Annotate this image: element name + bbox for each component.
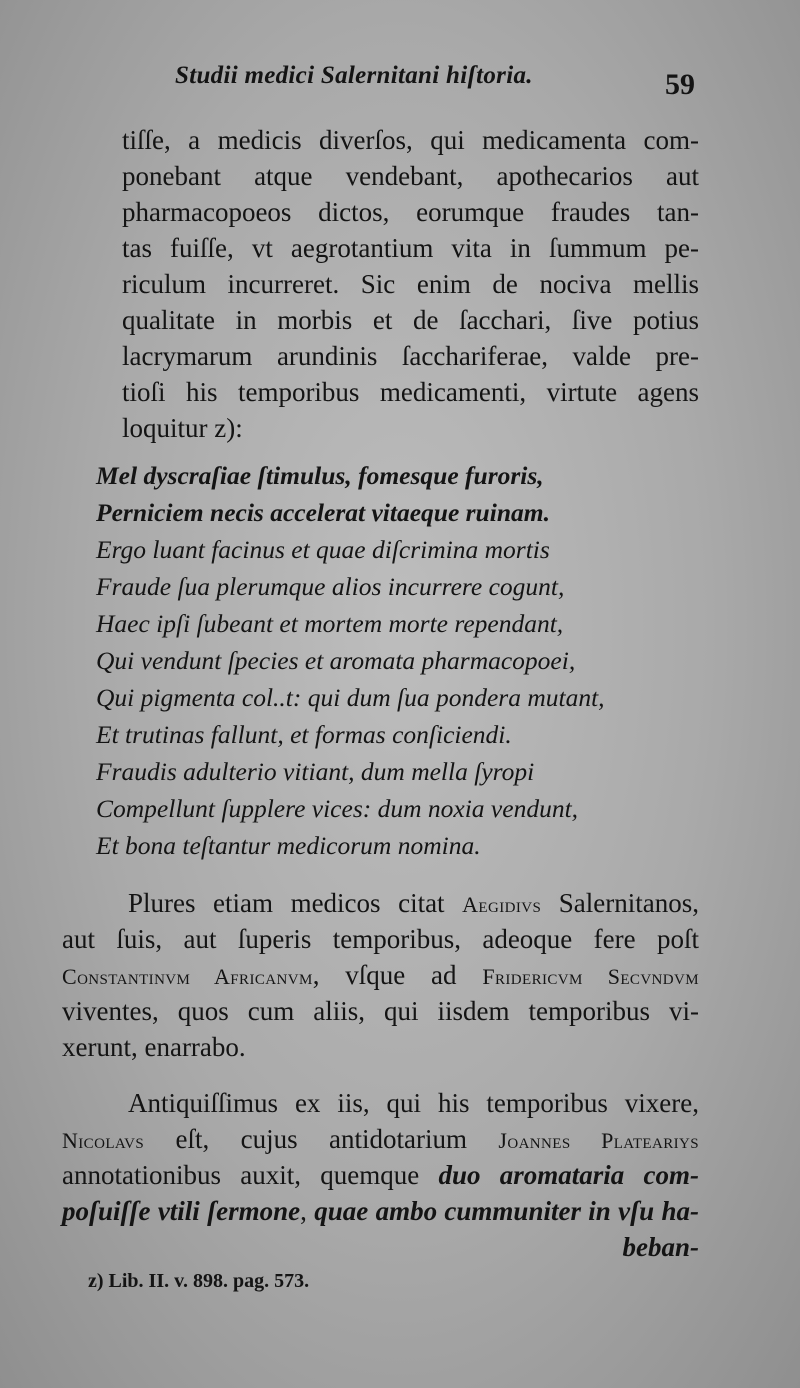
para3-line-3: annotationibus auxit, quemque duo aromataria com- [62, 1160, 699, 1190]
verse-line-10: Compellunt ſupplere vices: dum noxia vendunt, [96, 794, 579, 823]
catchword: beban- [622, 1232, 699, 1262]
verse-line-11: Et bona teſtantur medicorum nomina. [96, 831, 481, 860]
para2-line-5: xerunt, enarrabo. [62, 1032, 246, 1062]
verse-line-5: Haec ipſi ſubeant et mortem morte rependant, [96, 609, 564, 638]
para2-line-2: aut ſuis, aut ſuperis temporibus, adeoque fere poſt [62, 924, 699, 954]
para1-line-3: pharmacopoeos dictos, eorumque fraudes tan- [122, 197, 699, 227]
verse-line-3: Ergo luant facinus et quae diſcrimina mortis [96, 535, 550, 564]
para1-line-9: loquitur z): [122, 413, 243, 443]
para3-line-2: Nicolavs eſt, cujus antidotarium Joannes Plateariys [62, 1124, 699, 1154]
para1-line-7: lacrymarum arundinis ſacchariferae, valde pre- [122, 341, 699, 371]
verse-line-1: Mel dyscraſiae ſtimulus, fomesque furoris, [96, 461, 544, 490]
name-fridericus: Fridericvm Secvndvm [482, 964, 699, 989]
verse-line-6: Qui vendunt ſpecies et aromata pharmacopoei, [96, 646, 576, 675]
para2-line-1: Plures etiam medicos citat Aegidivs Salernitanos, [128, 888, 699, 918]
para3-line-1: Antiquiſſimus ex iis, qui his temporibus vixere, [128, 1088, 699, 1118]
footnote: z) Lib. II. v. 898. pag. 573. [88, 1270, 310, 1292]
verse-line-9: Fraudis adulterio vitiant, dum mella ſyropi [96, 757, 535, 786]
para2-line-4: viventes, quos cum aliis, qui iisdem temporibus vi- [62, 996, 699, 1026]
verse-line-8: Et trutinas fallunt, et formas conſiciendi. [96, 720, 512, 749]
verse-line-7: Qui pigmenta col..t: qui dum ſua pondera mutant, [96, 683, 605, 712]
author-aegidius: Aegidivs [462, 892, 542, 917]
name-platearius: Joannes Plateariys [498, 1128, 699, 1153]
para1-line-8: tioſi his temporibus medicamenti, virtute agens [122, 377, 699, 407]
running-title: Studii medici Salernitani hiſtoria. [175, 62, 533, 89]
para1-line-4: tas fuiſſe, vt aegrotantium vita in ſummum pe- [122, 233, 699, 263]
para1-line-5: riculum incurreret. Sic enim de nociva mellis [122, 269, 699, 299]
para1-line-1: tiſſe, a medicis diverſos, qui medicamenta com- [122, 125, 699, 155]
name-nicolaus: Nicolavs [62, 1128, 145, 1153]
para3-line-4: poſuiſſe vtili ſermone, quae ambo cummuniter in vſu ha- [62, 1196, 699, 1226]
verse-line-2: Perniciem necis accelerat vitaeque ruinam. [96, 498, 550, 527]
name-constantinus: Constantinvm Africanvm [62, 964, 313, 989]
running-header [170, 62, 740, 102]
para1-line-6: qualitate in morbis et de ſacchari, ſive potius [122, 305, 699, 335]
verse-line-4: Fraude ſua plerumque alios incurrere cogunt, [96, 572, 565, 601]
para2-line-3: Constantinvm Africanvm, vſque ad Fridericvm Secvndvm [62, 960, 699, 990]
page-number: 59 [665, 68, 695, 101]
para1-line-2: ponebant atque vendebant, apothecarios aut [122, 161, 699, 191]
